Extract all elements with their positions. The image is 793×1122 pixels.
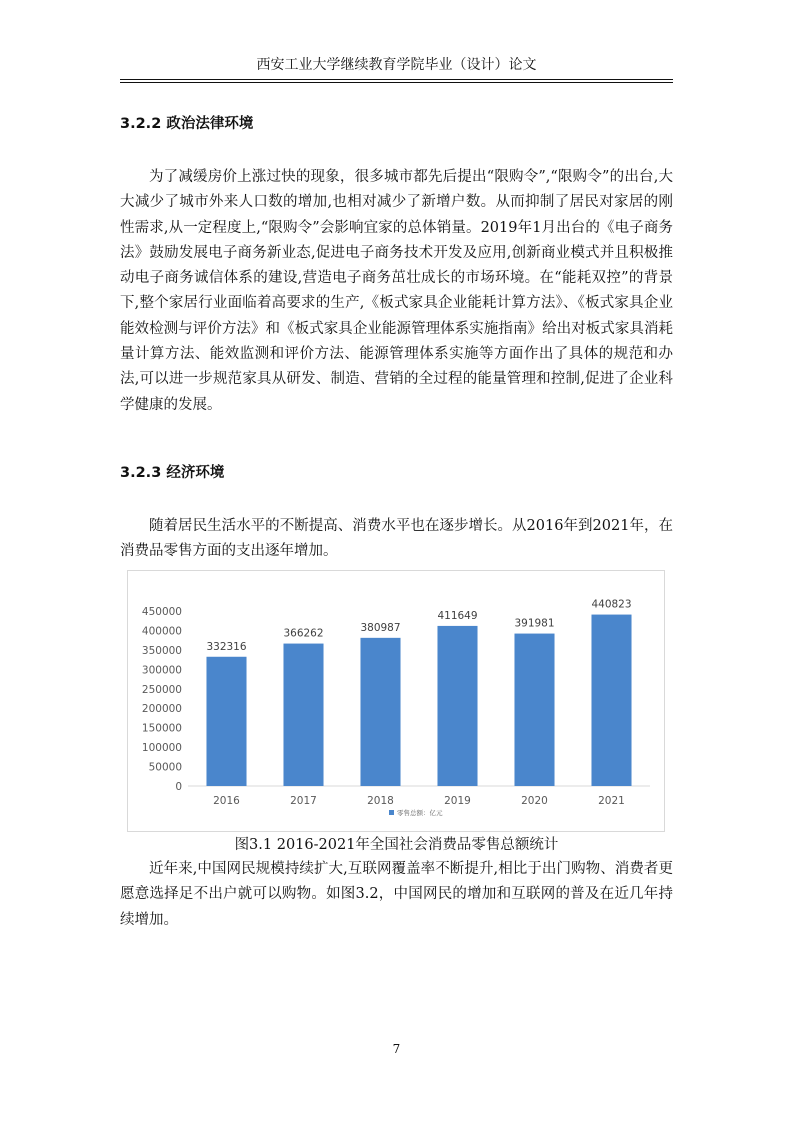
paragraph-internet: 近年来,中国网民规模持续扩大,互联网覆盖率不断提升,相比于出门购物、消费者更愿意选择足不出户就可以购物。如图3.2，中国网民的增加和互联网的普及在近几年持续增加。: [120, 861, 673, 928]
section-heading-3-2-3: 3.2.3 经济环境: [120, 465, 225, 481]
y-tick-label: 0: [175, 781, 182, 793]
x-tick-label-2017: 2017: [290, 795, 317, 807]
x-tick-label-2018: 2018: [367, 795, 394, 807]
y-tick-label: 200000: [141, 703, 182, 716]
legend-label: 零售总额：亿元: [397, 809, 443, 817]
figure-caption: 图3.1 2016-2021年全国社会消费品零售总额统计: [234, 837, 559, 853]
bar-2018: [360, 638, 400, 786]
data-label-2020: 391981: [514, 617, 555, 630]
retail-sales-chart: [127, 570, 665, 832]
y-tick-label: 450000: [141, 606, 182, 618]
x-tick-label-2016: 2016: [213, 795, 240, 807]
data-label-2021: 440823: [591, 598, 632, 611]
y-tick-label: 300000: [141, 664, 182, 677]
y-tick-label: 400000: [141, 625, 182, 638]
data-label-2016: 332316: [206, 640, 247, 653]
data-label-2018: 380987: [360, 621, 401, 634]
x-tick-label-2020: 2020: [521, 795, 548, 807]
header-rule-thick: [120, 79, 673, 80]
legend-swatch: [389, 810, 394, 815]
x-tick-label-2019: 2019: [444, 795, 471, 807]
y-tick-label: 100000: [141, 742, 182, 755]
data-label-2017: 366262: [283, 627, 324, 640]
header-rule-thin: [120, 82, 673, 83]
paragraph-political-legal: 为了减缓房价上涨过快的现象，很多城市都先后提出“限购令”,“限购令”的出台,大大减少了城市外来人口数的增加,也相对减少了新增户数。从而抑制了居民对家居的刚性需求,从一定程度上,“限购令”会影响宜家的总体销量。2019年1月出台的《电子商务法》鼓励发展电子商务新业态,促进电子商务技术开发及应用,创新商业模式并且积极推动电子商务诚信体系的建设,营造电子商务茁壮成长的市场环境。在“能耗双控”的背景下,整个家居行业面临着高要求的生产,《板式家具企业能耗计算方法》、《板式家具企业能效检测与评价方法》和《板式家具企业能源管理体系实施指南》给出对板式家具消耗量计算方法、能效监测和评价方法、能源管理体系实施等方面作出了具体的规范和办法,可以进一步规范家具从研发、制造、营销的全过程的能量管理和控制,促进了企业科学健康的发展。: [120, 169, 673, 413]
paragraph-economic: 随着居民生活水平的不断提高、消费水平也在逐步增长。从2016年到2021年，在消费品零售方面的支出逐年增加。: [120, 518, 673, 560]
page-number: 7: [392, 1042, 401, 1056]
bar-2020: [514, 634, 554, 786]
bar-2021: [591, 615, 631, 786]
section-heading-3-2-2: 3.2.2 政治法律环境: [120, 116, 254, 132]
bar-2016: [206, 657, 246, 786]
y-tick-label: 350000: [141, 644, 182, 657]
x-tick-label-2021: 2021: [598, 795, 625, 807]
bar-2019: [437, 626, 477, 786]
y-tick-label: 250000: [141, 683, 182, 696]
y-tick-label: 50000: [148, 761, 182, 774]
y-tick-label: 150000: [141, 722, 182, 735]
bar-2017: [283, 644, 323, 786]
chart-svg: [128, 571, 664, 831]
data-label-2019: 411649: [437, 609, 478, 622]
running-header: 西安工业大学继续教育学院毕业（设计）论文: [256, 57, 537, 73]
